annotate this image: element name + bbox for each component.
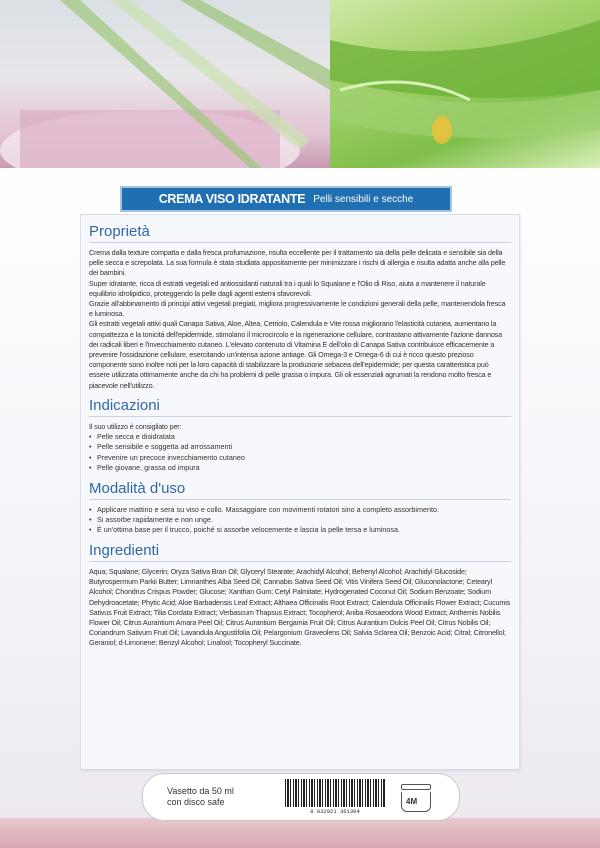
proprieta-paragraph: Gli estratti vegetali attivi quali Canapa Sativa, Aloe, Altea, Cetriolo, Calendula e Vite rossa migliorano l'elasticità cutanea, aumentano la compattezza e la tonicità dell'epidermide, stimolano il microcircolo e la rigenerazione cellulare, contrastano attivamente l'azione dannosa dei radicali liberi e l'invecchiamento cutaneo. L'elevato contenuto di Vitamina E dell'olio di Canapa Sativa contribuisce efficacemente a prevenire l'ossidazione cellulare, esercitando un'intensa azione antiage. Gli Omega-3 e Omega-6 di cui è ricco questo prezioso componente sono inoltre noti per la loro capacità di stabilizzare la produzione sebacea dell'epidermide; per questa caratteristica può essere utilizzata ottimamente anche da chi ha problemi di pelle grassa o impura. Gli oli essenziali agrumati la rendono molto fresca e piacevole nell'utilizzo. xyxy=(89,319,502,390)
list-item: • Prevenire un precoce invecchiamento cutaneo xyxy=(89,453,511,463)
hero-aloe-photo xyxy=(330,0,600,168)
product-subtitle: Pelli sensibili e secche xyxy=(313,193,414,205)
section-title-ingredienti: Ingredienti xyxy=(89,542,511,562)
package-seal: con disco safe xyxy=(167,797,225,807)
barcode xyxy=(285,779,385,815)
package-info-bar xyxy=(142,773,460,821)
aloe-leaf-illustration xyxy=(330,0,600,168)
jar-lid-shape xyxy=(401,784,431,790)
proprieta-text xyxy=(89,248,511,391)
list-item: • Pelle sensibile e soggetta ad arrossamenti xyxy=(89,442,511,452)
list-item: • Pelle giovane, grassa od impura xyxy=(89,463,511,473)
modalita-list xyxy=(89,505,511,536)
barcode-bars xyxy=(285,779,385,807)
section-proprieta xyxy=(89,223,511,391)
barcode-number: 8 032921 361304 xyxy=(310,808,360,815)
cream-jar-leaves-illustration xyxy=(0,0,330,168)
pao-jar-icon xyxy=(397,778,437,816)
hero-image xyxy=(0,0,600,168)
product-title-bar xyxy=(120,186,452,212)
indicazioni-intro: Il suo utilizzo è consigliato per: xyxy=(89,421,182,431)
pao-label: 4M xyxy=(406,797,418,806)
list-item: • Pelle secca e disidratata xyxy=(89,432,511,442)
proprieta-paragraph: Super idratante, ricca di estratti vegetali ed antiossidanti naturali tra i quali lo Squalane e l'Olio di Riso, aiuta a mantenere il naturale equilibrio idrolipidico, proteggendo la pelle dagli agenti esterni sfavorevoli. xyxy=(89,278,486,298)
section-title-modalita: Modalità d'uso xyxy=(89,480,511,500)
package-size: Vasetto da 50 ml xyxy=(167,786,234,796)
section-title-indicazioni: Indicazioni xyxy=(89,397,511,417)
list-item: • È un'ottima base per il trucco, poiché si assorbe velocemente e lascia la pelle tersa e luminosa. xyxy=(89,525,511,535)
indicazioni-list xyxy=(89,432,511,474)
bottom-band xyxy=(0,818,600,848)
proprieta-paragraph: Crema dalla texture compatta e dalla fresca profumazione, risulta eccellente per il trattamento sia della pelle delicata e sensibile sia della pelle secca e screpolata. La sua formula è stata studiata appositamente per minimizzare i rischi di allergia e risulta adatta anche alla pelle dei bambini. xyxy=(89,248,506,278)
section-title-proprieta: Proprietà xyxy=(89,223,511,243)
list-item: • Applicare mattino e sera su viso e collo. Massaggiare con movimenti rotatori sino a completo assorbimento. xyxy=(89,505,511,515)
proprieta-paragraph: Grazie all'abbinamento di principi attivi vegetali pregiati, migliora progressivamente le condizioni generali della pelle, mantenendola fresca e luminosa. xyxy=(89,299,506,319)
section-modalita xyxy=(89,480,511,536)
section-ingredienti xyxy=(89,542,511,649)
info-panel xyxy=(80,214,520,770)
section-indicazioni xyxy=(89,397,511,474)
ingredienti-text: Aqua; Squalane; Glycerin; Oryza Sativa Bran Oil; Glyceryl Stearate; Arachidyl Alcohol; Behenyl Alcohol; Arachidyl Glucoside; Butyrospermum Parkii Butter; Limnanthes Alba Seed Oil; Cannabis Sativa Seed Oil; Vitis Vinifera Seed Oil; Gluconolactone; Cetearyl Alcohol; Chondrus Crispus Powder; Glucose; Xanthan Gum; Cetyl Palmitate; Hydrogenated Coconut Oil; Sodium Benzoate; Sodium Dehydroacetate; Phytic Acid; Aloe Barbadensis Leaf Extract; Althaea Officinalis Root Extract; Calendula Officinalis Flower Extract; Cucumis Sativus Fruit Extract; Tilia Cordata Extract; Verbascum Thapsus Extract; Tocopherol; Aniba Rosaeodora Wood Extract; Anthemis Nobilis Flower Oil; Citrus Aurantium Amara Peel Oil; Citrus Aurantium Bergamia Fruit Oil; Citrus Aurantium Dulcis Peel Oil; Citrus Nobilis Oil; Coriandrum Sativum Fruit Oil; Lavandula Angustifolia Oil; Pelargonium Graveolens Oil; Salvia Sclarea Oil; Benzoic Acid; Citral; Citronellol; Geraniol; d-Limonene; Benzyl Alcohol; Linalool; Tocopheryl Succinate. xyxy=(89,566,511,648)
list-item: • Si assorbe rapidamente e non unge. xyxy=(89,515,511,525)
package-description xyxy=(167,786,267,808)
product-title: CREMA VISO IDRATANTE xyxy=(158,192,306,206)
hero-cream-photo xyxy=(0,0,330,168)
